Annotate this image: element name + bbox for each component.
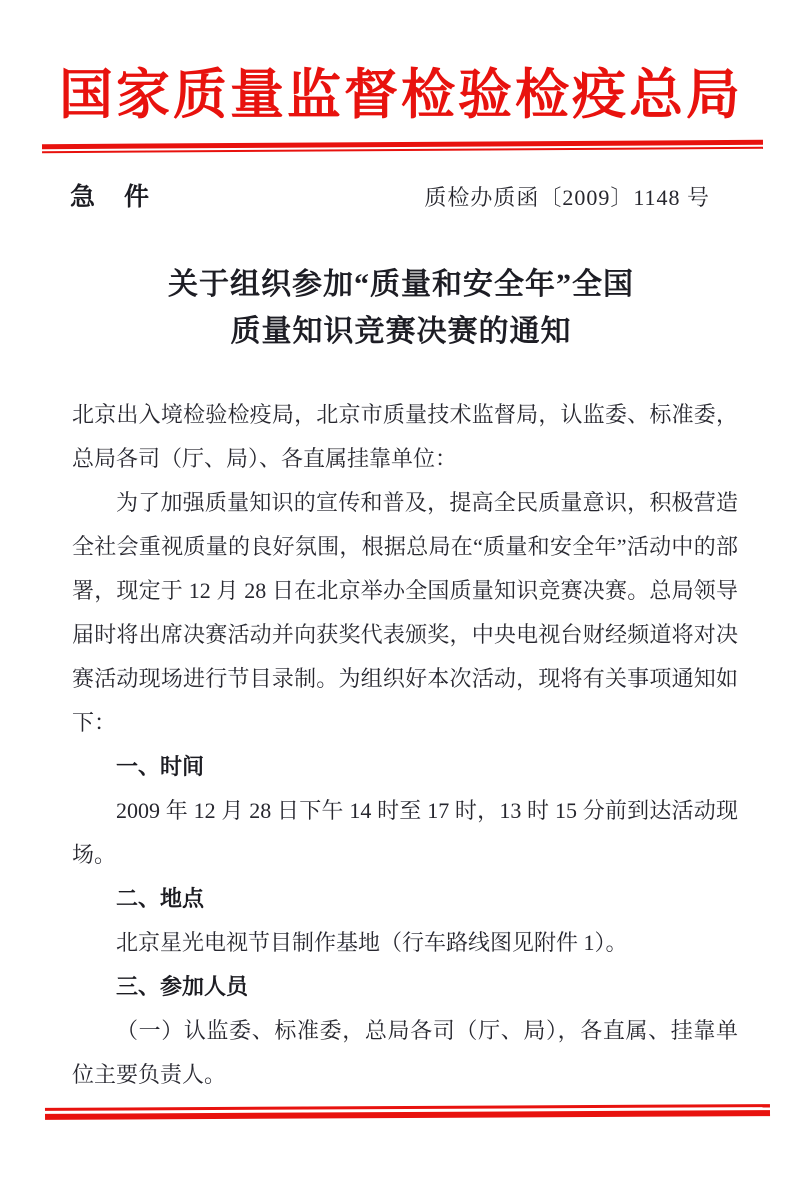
document-title-line1: 关于组织参加“质量和安全年”全国 [168, 268, 634, 302]
footer-double-rule [45, 1104, 770, 1120]
section-time-text: 2009 年 12 月 28 日下午 14 时至 17 时，13 时 15 分前到达活动现场。 [72, 798, 738, 868]
salutation-paragraph: 北京出入境检验检疫局，北京市质量技术监督局，认监委、标准委，总局各司（厅、局）、各直属挂靠单位： [72, 402, 738, 472]
urgency-label: 急 件 [70, 183, 152, 212]
intro-paragraph: 为了加强质量知识的宣传和普及，提高全民质量意识，积极营造全社会重视质量的良好氛围，根据总局在“质量和安全年”活动中的部署，现定于 12 月 28 日在北京举办全国质量知识竞赛决赛。总局领导届时将出席决赛活动并向获奖代表颁奖，中央电视台财经频道将对决赛活动现场进行节目录制。为组织好本次活动，现将有关事项通知如下： [72, 490, 738, 736]
agency-header-title: 国家质量监督检验检疫总局 [59, 65, 743, 125]
document-body [72, 393, 738, 1097]
section-location-text: 北京星光电视节目制作基地（行车路线图见附件 1）。 [116, 930, 628, 956]
section-heading-participants: 三、参加人员 [116, 974, 249, 1000]
section-heading-time: 一、时间 [116, 754, 205, 780]
header-double-rule [42, 140, 763, 153]
document-number: 质检办质函〔2009〕1148 号 [424, 185, 710, 211]
document-title-line2: 质量知识竞赛决赛的通知 [230, 315, 572, 349]
document-meta-row [70, 177, 710, 213]
section-participants-item1: （一）认监委、标准委，总局各司（厅、局），各直属、挂靠单位主要负责人。 [72, 1018, 738, 1088]
document-title [60, 261, 742, 355]
section-heading-location: 二、地点 [116, 886, 205, 912]
